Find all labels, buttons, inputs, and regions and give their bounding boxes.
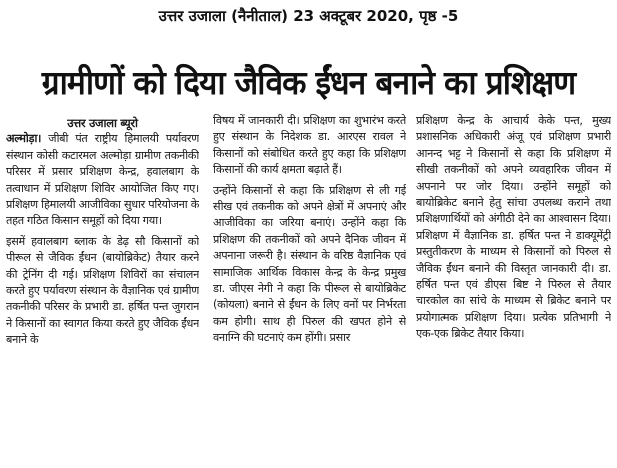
headline: ग्रामीणों को दिया जैविक ईंधन बनाने का प्रशिक्षण [41,62,576,102]
byline: उत्तर उजाला ब्यूरो [67,116,138,130]
paragraph: प्रशिक्षण केन्द्र के आचार्य केके पन्त, मुख्य प्रशासनिक अधिकारी अंजू एवं प्रशिक्षण प्रभारी आनन्द भट्ट ने किसानों से कहा कि प्रशिक्षण में सीखी तकनीकों को अपने व्यवहारिक जीवन में अपनाने पर जोर दिया। उन्होंने समूहों को बायोब्रिकेट बनाने हेतु सांचा उपलब्ध कराने तथा प्रशिक्षणार्थियों को अंगीठी देने का आश्वासन दिया। प्रशिक्षण में वैज्ञानिक डा. हर्षित पन्त ने डाक्यूमेंट्री प्रस्तुतीकरण के माध्यम से किसानों को पिरुल से जैविक ईंधन बनाने की विस्तृत जानकारी दी। डा. हर्षित पन्त एवं डीएस बिष्ट ने पिरुल से तैयार चारकोल का सांचे के माध्यम से ब्रिकेट बनाने पर प्रयोगात्मक प्रशिक्षण दिया। प्रत्येक प्रतिभागी ने एक-एक ब्रिकेट तैयार किया। [416,114,611,341]
placename: अल्मोड़ा। [6,132,42,146]
article-column-1 [6,113,199,465]
article-body [6,113,611,465]
article-column-3 [416,113,611,465]
article-column-2 [213,113,406,465]
dateline: उत्तर उजाला (नैनीताल) 23 अक्टूबर 2020, पृष्ठ -5 [158,7,459,25]
paragraph-text: जीबी पंत राष्ट्रीय हिमालयी पर्यावरण संस्थान कोसी कटारमल अल्मोड़ा ग्रामीण तकनीकी परिसर में प्रसार प्रशिक्षण केन्द्र, हवालबाग के तत्वाधान में प्रशिक्षण शिविर आयोजित किए गए। प्रशिक्षण हिमालयी आजीविका सुधार परियोजना के तहत गठित किसान समूहों को दिया गया। [6,132,199,228]
paragraph [6,131,199,229]
paragraph: इसमें हवालबाग ब्लाक के डेढ़ सौ किसानों को पीरूल से जैविक ईंधन (बायोब्रिकेट) तैयार करने की ट्रेनिंग दी गई। प्रशिक्षण शिविरों का संचालन करते हुए पर्यावरण संस्थान के वैज्ञानिक एवं ग्रामीण तकनीकी परिसर के प्रभारी डा. हर्षित पन्त जुगरान ने किसानों का स्वागत किया करते हुए जैविक ईंधन बनाने के [6,234,199,347]
paragraph: विषय में जानकारी दी। प्रशिक्षण का शुभारंभ करते हुए संस्थान के निदेशक डा. आरएस रावल ने किसानों को संबोधित करते हुए कहा कि प्रशिक्षण किसानों की कार्य क्षमता बढ़ाते हैं। [213,114,406,177]
paragraph: उन्होंने किसानों से कहा कि प्रशिक्षण से ली गई सीख एवं तकनीक को अपने क्षेत्रों में अपनाएं और आजीविका का जरिया बनाएं। उन्होंने कहा कि प्रशिक्षण की तकनीकों को अपने दैनिक जीवन में अपनाना जरूरी है। संस्थान के वरिष्ठ वैज्ञानिक एवं सामाजिक आर्थिक विकास केन्द्र के केन्द्र प्रमुख डा. जीएस नेगी ने कहा कि पीरूल से बायोब्रिकेट (कोयला) बनाने से ईंधन के लिए वनों पर निर्भरता कम होगी। साथ ही पिरुल की खपत होने से वनाग्नि की घटनाएं कम होंगी। प्रसार [213,183,406,345]
